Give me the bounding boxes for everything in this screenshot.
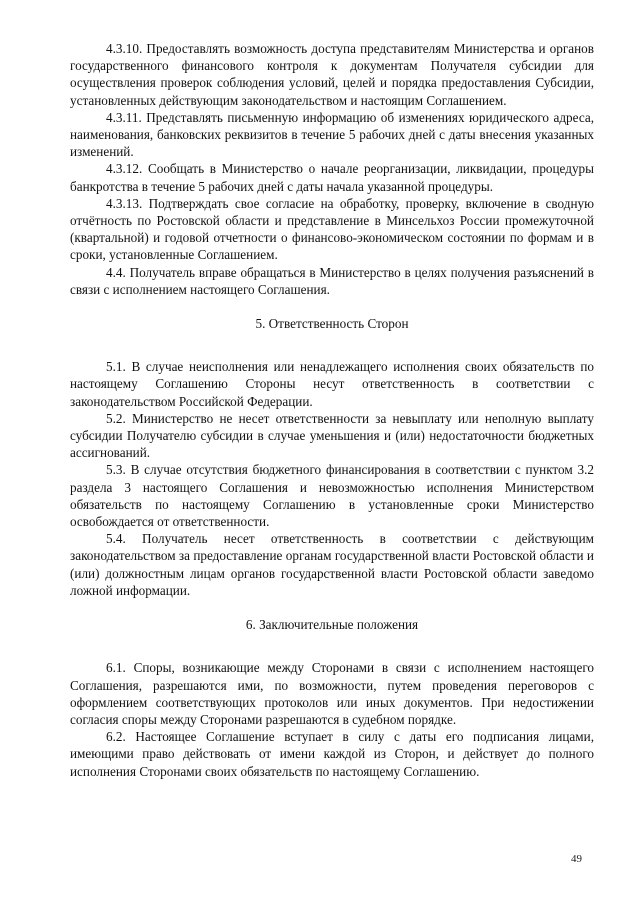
paragraph-4-3-10: 4.3.10. Предоставлять возможность доступа представителям Министерства и органов государственного финансового контроля к документам Получателя субсидии для осуществления проверок соблюдения условий, целей и порядка предоставления Субсидии, установленных действующим законодательством и настоящим Соглашением. <box>70 41 594 108</box>
paragraph-6-2: 6.2. Настоящее Соглашение вступает в силу с даты его подписания лицами, имеющими право действовать от имени каждой из Сторон, и действует до полного исполнения Сторонами своих обязательств по настоящему Соглашению. <box>70 729 594 779</box>
paragraph-5-2: 5.2. Министерство не несет ответственности за невыплату или неполную выплату субсидии Получателю субсидии в случае уменьшения и (или) недостаточности бюджетных ассигнований. <box>70 410 594 461</box>
section-6-heading: 6. Заключительные положения <box>245 617 419 633</box>
paragraph-5-4: 5.4. Получатель несет ответственность в соответствии с действующим законодательством за предоставление органам государственной власти Ростовской области и (или) должностным лицам органов государственной власти Ростовской области заведомо ложной информации. <box>70 531 594 598</box>
section-5-heading: 5. Ответственность Сторон <box>255 316 409 332</box>
page-number: 49 <box>571 853 582 865</box>
paragraph-4-3-12: 4.3.12. Сообщать в Министерство о начале реорганизации, ликвидации, процедуры банкротства в течение 5 рабочих дней с даты начала указанной процедуры. <box>70 161 594 194</box>
document-page <box>70 40 594 780</box>
paragraph-4-3-13: 4.3.13. Подтверждать свое согласие на обработку, проверку, включение в сводную отчётность по Ростовской области и представление в Минсельхоз России промежуточной (квартальной) и годовой отчетности о финансово-экономическом состоянии по формам и в сроки, установленные Соглашением. <box>70 195 594 263</box>
paragraph-5-3: 5.3. В случае отсутствия бюджетного финансирования в соответствии с пунктом 3.2 раздела 3 настоящего Соглашения и невозможностью исполнения Министерством обязательств по настоящему Соглашению в установленные сроки Министерство освобождается от ответственности. <box>70 462 594 530</box>
paragraph-4-3-11: 4.3.11. Представлять письменную информацию об изменениях юридического адреса, наименования, банковских реквизитов в течение 5 рабочих дней с даты внесения указанных изменений. <box>70 109 594 160</box>
paragraph-5-1: 5.1. В случае неисполнения или ненадлежащего исполнения своих обязательств по настоящему Соглашению Стороны несут ответственность в соответствии с законодательством Российской Федерации. <box>70 359 594 409</box>
paragraph-4-4: 4.4. Получатель вправе обращаться в Министерство в целях получения разъяснений в связи с исполнением настоящего Соглашения. <box>70 264 594 297</box>
paragraph-6-1: 6.1. Споры, возникающие между Сторонами в связи с исполнением настоящего Соглашения, разрешаются ими, по возможности, путем проведения переговоров с оформлением соответствующих протоколов или иных документов. При недостижении согласия споры между Сторонами разрешаются в судебном порядке. <box>70 660 594 727</box>
